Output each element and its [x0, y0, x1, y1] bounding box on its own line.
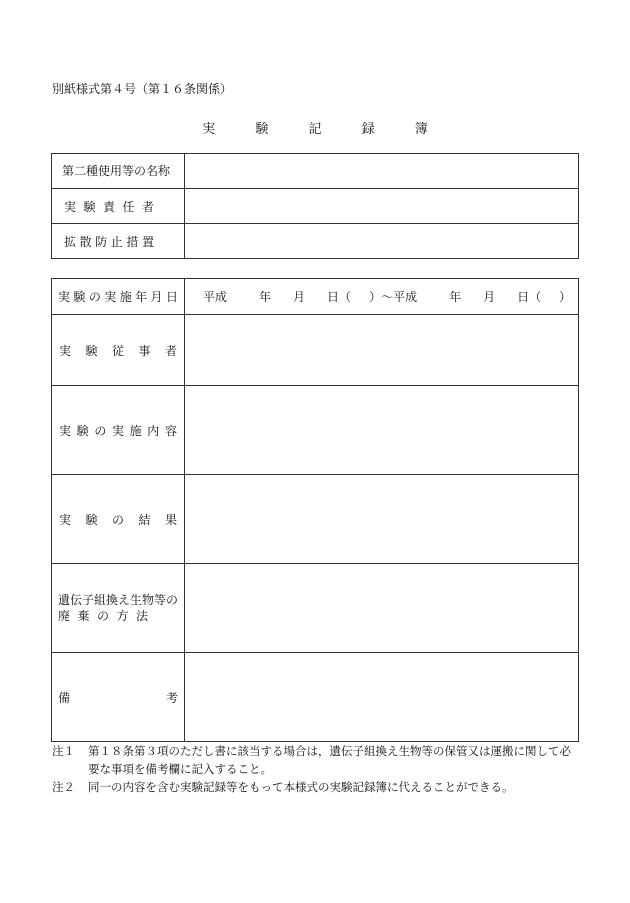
label-char: 実	[58, 290, 71, 304]
table-row	[52, 279, 579, 315]
content-label	[52, 422, 184, 439]
label-char: 散	[79, 234, 92, 249]
table-row	[52, 224, 579, 259]
label-char: 験	[85, 512, 98, 527]
name-label-cell	[52, 154, 185, 189]
label-char: 任	[122, 199, 135, 214]
note-mark: 注２	[52, 780, 75, 794]
label-char: 者	[164, 343, 177, 358]
label-char: 実	[59, 423, 72, 438]
label-char: 者	[141, 199, 154, 214]
label-char: 日	[165, 290, 178, 304]
label-char: 従	[111, 343, 124, 358]
title-char: 録	[361, 122, 375, 137]
day-start: 日（	[327, 290, 352, 304]
label-char: 験	[85, 343, 98, 358]
date-field[interactable]	[185, 279, 579, 315]
note-2	[52, 778, 582, 796]
year-end: 年	[449, 290, 462, 304]
label-char: 容	[164, 423, 177, 438]
disposal-field[interactable]	[185, 564, 579, 653]
disposal-label	[52, 592, 184, 624]
remarks-label-cell	[52, 653, 185, 742]
label-char: 実	[64, 199, 77, 214]
notes	[52, 742, 582, 796]
label-char: 年	[135, 290, 148, 304]
date-label	[52, 288, 184, 305]
table-row	[52, 564, 579, 653]
date-label-cell	[52, 279, 185, 315]
overview-table	[51, 153, 579, 259]
title-char: 簿	[414, 122, 428, 137]
label-char: 置	[141, 234, 154, 249]
label-char: 実	[59, 343, 72, 358]
table-row	[52, 386, 579, 475]
label-char: 防	[95, 234, 108, 249]
date-range	[185, 288, 578, 305]
workers-field[interactable]	[185, 315, 579, 386]
table-row	[52, 189, 579, 224]
label-char: 施	[119, 290, 132, 304]
month-start: 月	[293, 290, 306, 304]
label-char: 法	[135, 609, 148, 623]
label-char: 験	[73, 290, 86, 304]
day-end: 日（	[517, 290, 542, 304]
label-char: 験	[76, 423, 89, 438]
document-title	[0, 118, 630, 137]
table-row	[52, 475, 579, 564]
label-char: 験	[83, 199, 96, 214]
result-label-cell	[52, 475, 185, 564]
content-field[interactable]	[185, 386, 579, 475]
label-char: 実	[59, 512, 72, 527]
note-text: 同一の内容を含む実験記録等をもって本様式の実験記録簿に代えることができる。	[88, 780, 514, 794]
label-char: 備	[58, 690, 71, 705]
note-text: 第１８条第３項のただし書に該当する場合は，遺伝子組換え生物等の保管又は運搬に関して必要な事項を備考欄に記入すること。	[88, 744, 571, 776]
record-table	[51, 278, 579, 742]
remarks-field[interactable]	[185, 653, 579, 742]
label-char: 廃	[58, 609, 71, 623]
label-char: 実	[111, 423, 124, 438]
title-char: 実	[202, 122, 216, 137]
disposal-label-line2	[58, 608, 178, 624]
disposal-label-line1: 遺伝子組換え生物等の	[58, 593, 179, 607]
label-char: 月	[150, 290, 163, 304]
label-char: 拡	[64, 234, 77, 249]
containment-label	[52, 233, 184, 250]
era-start: 平成	[203, 290, 228, 304]
responsible-label	[52, 198, 184, 215]
responsible-label-cell	[52, 189, 185, 224]
label-char: 実	[104, 290, 117, 304]
label-char: 止	[110, 234, 123, 249]
table-row	[52, 315, 579, 386]
name-field[interactable]	[185, 154, 579, 189]
label-char: の	[111, 512, 124, 527]
label-char: 結	[138, 512, 151, 527]
table-row	[52, 154, 579, 189]
label-char: 施	[129, 423, 142, 438]
label-char: 考	[165, 690, 178, 705]
label-char: 果	[164, 512, 177, 527]
form-number-label: 別紙様式第４号（第１６条関係）	[52, 82, 233, 96]
label-char: 措	[126, 234, 139, 249]
title-char: 記	[308, 122, 322, 137]
disposal-label-cell	[52, 564, 185, 653]
label-char: の	[96, 609, 109, 623]
label-char: 棄	[77, 609, 90, 623]
month-end: 月	[483, 290, 496, 304]
label-char: 事	[138, 343, 151, 358]
containment-label-cell	[52, 224, 185, 259]
table-row	[52, 653, 579, 742]
label-char: の	[88, 290, 101, 304]
label-char: 方	[116, 609, 129, 623]
title-char: 験	[255, 122, 269, 137]
responsible-field[interactable]	[185, 189, 579, 224]
day-end-close: ）	[559, 290, 572, 304]
content-label-cell	[52, 386, 185, 475]
note-1	[52, 742, 582, 778]
workers-label-cell	[52, 315, 185, 386]
result-field[interactable]	[185, 475, 579, 564]
label-char: の	[94, 423, 107, 438]
era-end: ）～平成	[369, 290, 418, 304]
year-start: 年	[259, 290, 272, 304]
label-char: 内	[147, 423, 160, 438]
name-label: 第二種使用等の名称	[62, 163, 171, 178]
note-mark: 注１	[52, 744, 75, 758]
label-char: 責	[102, 199, 115, 214]
containment-field[interactable]	[185, 224, 579, 259]
result-label	[52, 511, 184, 528]
workers-label	[52, 342, 184, 359]
remarks-label	[52, 689, 184, 706]
